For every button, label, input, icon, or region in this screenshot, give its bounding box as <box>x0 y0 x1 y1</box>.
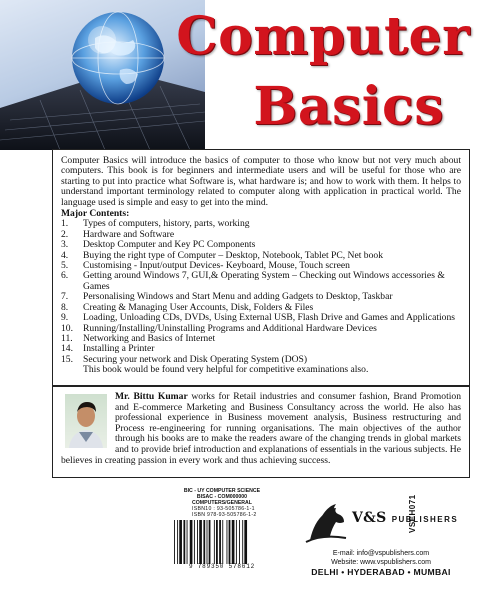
barcode-bar <box>222 520 223 564</box>
contents-item: 14. Installing a Printer <box>61 343 155 355</box>
globe-laptop-illustration <box>0 0 205 150</box>
isbn13: ISBN 978-93-505786-1-2 <box>192 512 257 518</box>
isbn10: ISBN10 : 93-505786-1-1 <box>192 506 255 512</box>
contents-item: 4. Buying the right type of Computer – Desktop, Notebook, Tablet PC, Net book <box>61 249 383 261</box>
publisher-contact <box>290 550 472 577</box>
barcode-block <box>170 488 274 583</box>
barcode-bar <box>203 520 205 564</box>
contents-list <box>61 219 461 365</box>
barcode-bar <box>236 520 237 564</box>
author-box <box>52 386 470 478</box>
barcode-bar <box>227 520 228 564</box>
bic-code: BIC - UY COMPUTER SCIENCE <box>183 488 261 494</box>
contents-item: 2. Hardware and Software <box>61 228 175 240</box>
category: COMPUTERS/GENERAL <box>192 500 252 506</box>
barcode-bar <box>199 520 202 564</box>
series-code: VSEH071 <box>408 494 417 534</box>
barcode-icon <box>172 520 272 564</box>
author-bio: works for Retail industries and consumer fashion, Brand Promotion and E-commerce Marketing and Business Consultancy across the world. He also has professional experience in Business movement analysis, Business restructuring and Process re-engineering for running organisations. The main objectives of the author through his books are to make the readers aware of the changing trends in global markets and to provide brief introduction and explanations of essentials in the various subjects. He believes in creating passion in every work and thus achieving success. <box>61 391 461 466</box>
author-name: Mr. Bittu Kumar <box>115 391 188 402</box>
publisher-logo <box>300 496 460 546</box>
publisher-name: V&S PUBLISHERS <box>352 510 459 526</box>
closing-note: This book would be found very helpful for competitive examinations also. <box>83 364 369 376</box>
contents-item: 6. Getting around Windows 7, GUI,& Operating System – Checking out Windows accessories & Games <box>61 270 445 292</box>
cover-header <box>0 0 480 150</box>
contents-item: 10. Running/Installing/Uninstalling Programs and Additional Hardware Devices <box>61 322 377 334</box>
publisher-email: E-mail: info@vspublishers.com <box>332 550 430 557</box>
bisac-code: BISAC - COM000000 <box>196 494 248 500</box>
book-description: Computer Basics will introduce the basics of computer to those who know but not very much about computers. This book is for beginners and intermediate users and will be useful for those who are starting to put into practice what Software is, what hardware is; and how to work with them. It helps to understand important terminology related to computer along with application in practical world. The language used is simple and easy to get into the mind. <box>61 155 461 208</box>
barcode-bar <box>216 520 218 564</box>
contents-heading: Major Contents: <box>61 208 130 220</box>
barcode-digits: 9 789350 578612 <box>188 563 255 570</box>
horse-logo-icon <box>300 496 352 546</box>
barcode-bar <box>190 520 193 564</box>
barcode-bar <box>244 520 247 564</box>
publisher-cities: DELHI • HYDERABAD • MUMBAI <box>311 567 451 577</box>
barcode-bar <box>229 520 231 564</box>
back-cover-footer <box>0 478 480 589</box>
barcode-bar <box>239 520 240 564</box>
barcode-bar <box>174 520 175 564</box>
globe-laptop-image <box>0 0 205 150</box>
book-title-line2: Basics <box>253 76 444 137</box>
book-description-box <box>52 149 470 386</box>
author-photo <box>65 394 107 448</box>
contents-item: 9. Loading, Unloading CDs, DVDs, Using External USB, Flash Drive and Games and Applications <box>61 312 455 324</box>
contents-item: 3. Desktop Computer and Key PC Components <box>61 239 256 251</box>
contents-item: 8. Creating & Managing User Accounts, Disk, Folders & Files <box>61 301 314 313</box>
barcode-bar <box>242 520 243 564</box>
barcode-bar <box>179 520 182 564</box>
barcode-bar <box>194 520 195 564</box>
barcode-bar <box>183 520 185 564</box>
contents-item: 11. Networking and Basics of Internet <box>61 332 216 344</box>
barcode-bar <box>177 520 178 564</box>
barcode-bar <box>207 520 208 564</box>
barcode-bar <box>232 520 235 564</box>
barcode-bar <box>214 520 215 564</box>
book-title-line1: Computer <box>176 6 470 67</box>
barcode-bar <box>197 520 198 564</box>
barcode-bar <box>209 520 211 564</box>
publisher-website: Website: www.vspublishers.com <box>331 558 431 566</box>
contents-item: 5. Customising - Input/output Devices- Keyboard, Mouse, Touch screen <box>61 260 350 272</box>
contents-item: 1. Types of computers, history, parts, working <box>61 218 250 230</box>
barcode-bar <box>219 520 221 564</box>
author-portrait-icon <box>65 394 107 448</box>
barcode-bar <box>187 520 188 564</box>
contents-item: 15. Securing your network and Disk Operating System (DOS) <box>61 353 308 365</box>
contents-item: 7. Personalising Windows and Start Menu and adding Gadgets to Desktop, Taskbar <box>61 291 393 303</box>
